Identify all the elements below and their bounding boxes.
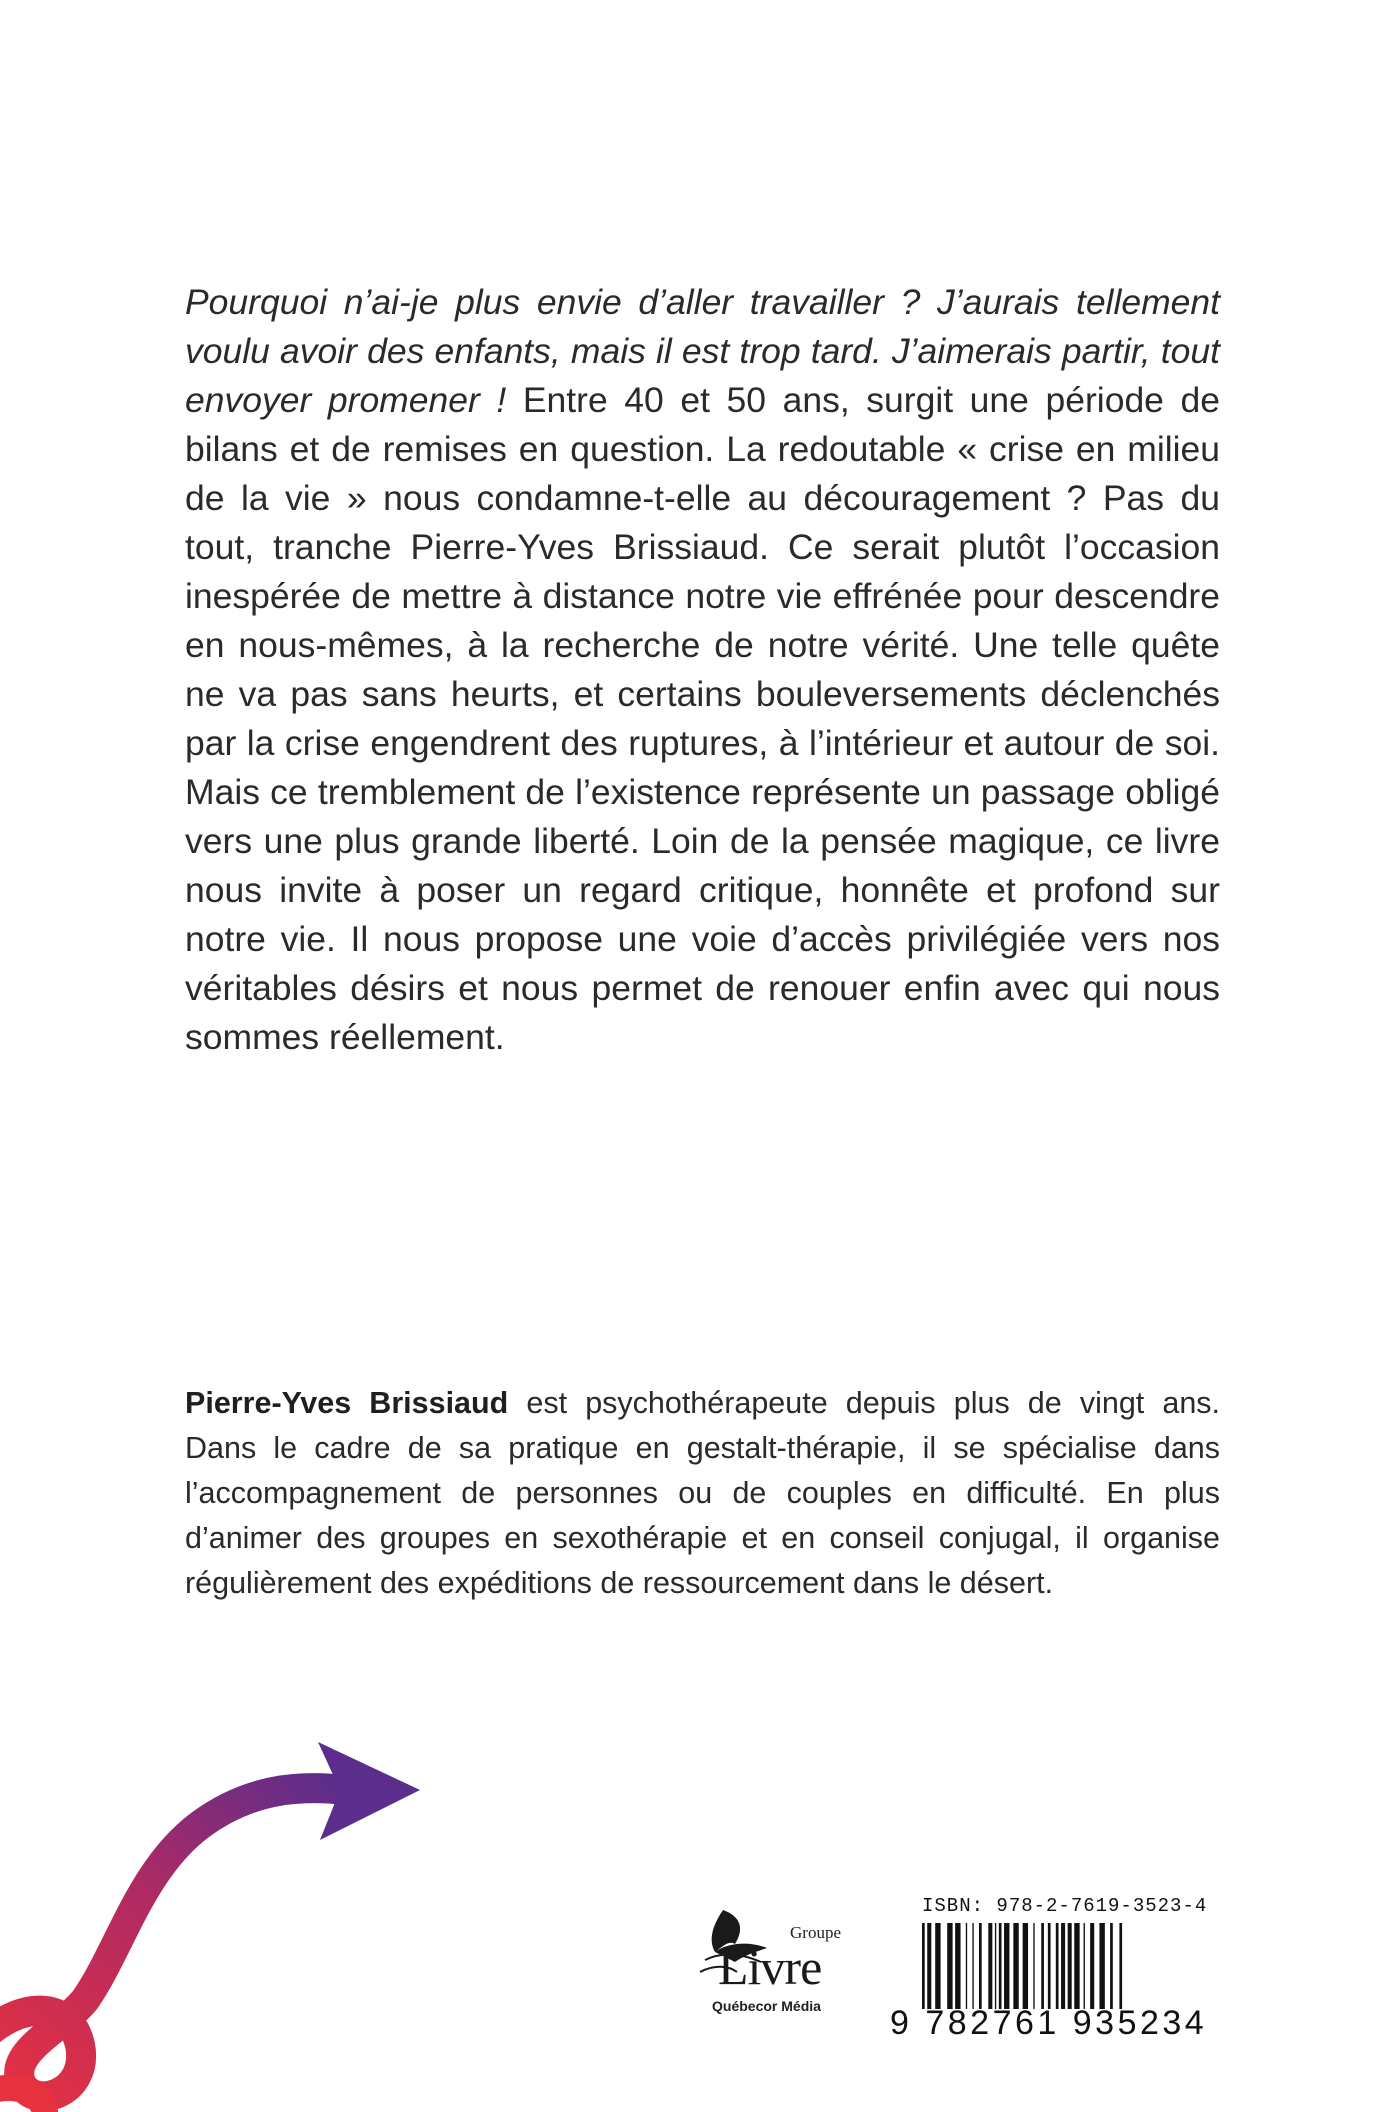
barcode-bar bbox=[955, 1923, 960, 2009]
barcode-bar bbox=[1004, 1923, 1009, 2009]
decorative-arrow-icon bbox=[0, 1700, 440, 2112]
back-cover-blurb bbox=[185, 278, 1220, 1062]
barcode-bar bbox=[1090, 1923, 1094, 2009]
barcode-bar bbox=[995, 1923, 996, 2009]
barcode-bar bbox=[1033, 1923, 1034, 2009]
barcode-bar bbox=[947, 1923, 952, 2009]
barcode-bar bbox=[966, 1923, 967, 2009]
barcode-bar bbox=[988, 1923, 992, 2009]
barcode-bar bbox=[1110, 1923, 1113, 2009]
publisher-subtitle: Québecor Média bbox=[712, 1998, 821, 2014]
barcode-bar bbox=[922, 1923, 925, 2009]
barcode-bar bbox=[1119, 1923, 1122, 2009]
barcode-bar bbox=[1013, 1923, 1018, 2009]
barcode-bar bbox=[1056, 1923, 1059, 2009]
barcode-bar bbox=[935, 1923, 940, 2009]
blurb-italic-intro: Pourquoi n’ai-je plus envie d’aller travailler ? J’aurais tellement voulu avoir des enfants, mais il est trop tard. J’aimerais partir, tout envoyer promener ! bbox=[185, 282, 1220, 420]
author-name: Pierre-Yves Brissiaud bbox=[185, 1386, 509, 1420]
ean-digits: 9 782761 935234 bbox=[890, 2004, 1208, 2042]
barcode-bar bbox=[1074, 1923, 1079, 2009]
barcode-bar bbox=[1099, 1923, 1104, 2009]
publisher-group-label: Groupe bbox=[790, 1923, 841, 1942]
barcode-bar bbox=[1048, 1923, 1051, 2009]
blurb-body: Entre 40 et 50 ans, surgit une période de bilans et de remises en question. La redoutable « crise en milieu de la vie » nous condamne-t-elle au découragement ? Pas du tout, tranche Pierre-Yves Brissiaud. Ce serait plutôt l’occasion inespérée de mettre à distance notre vie effrénée pour descendre en nous-mêmes, à la recherche de notre vérité. Une telle quête ne va pas sans heurts, et certains bouleversements déclenchés par la crise engendrent des ruptures, à l’intérieur et autour de soi. Mais ce tremblement de l’existence représente un passage obligé vers une plus grande liberté. Loin de la pensée magique, ce livre nous invite à poser un regard critique, honnête et profond sur notre vie. Il nous propose une voie d’accès privilégiée vers nos véritables désirs et nous permet de renouer enfin avec qui nous sommes réellement. bbox=[185, 380, 1220, 1057]
barcode-bar bbox=[927, 1923, 931, 2009]
barcode-bar bbox=[1084, 1923, 1085, 2009]
barcode-bar bbox=[1061, 1923, 1065, 2009]
barcode-bar bbox=[1041, 1923, 1044, 2009]
publisher-name: Livre bbox=[718, 1939, 822, 1995]
barcode-icon bbox=[918, 1923, 1208, 2009]
author-bio bbox=[185, 1381, 1220, 1606]
author-bio-text: est psychothérapeute depuis plus de vingt ans. Dans le cadre de sa pratique en gestalt-thérapie, il se spécialise dans l’accompagnement de personnes ou de couples en difficulté. En plus d’animer des groupes en sexothérapie et en conseil conjugal, il organise régulièrement des expéditions de ressourcement dans le désert. bbox=[185, 1386, 1221, 1600]
barcode-bar bbox=[1023, 1923, 1028, 2009]
barcode-bar bbox=[1068, 1923, 1072, 2009]
barcode-bar bbox=[999, 1923, 1002, 2009]
barcode-bar bbox=[972, 1923, 973, 2009]
barcode-bar bbox=[979, 1923, 982, 2009]
isbn-label: ISBN: 978-2-7619-3523-4 bbox=[922, 1895, 1208, 1917]
